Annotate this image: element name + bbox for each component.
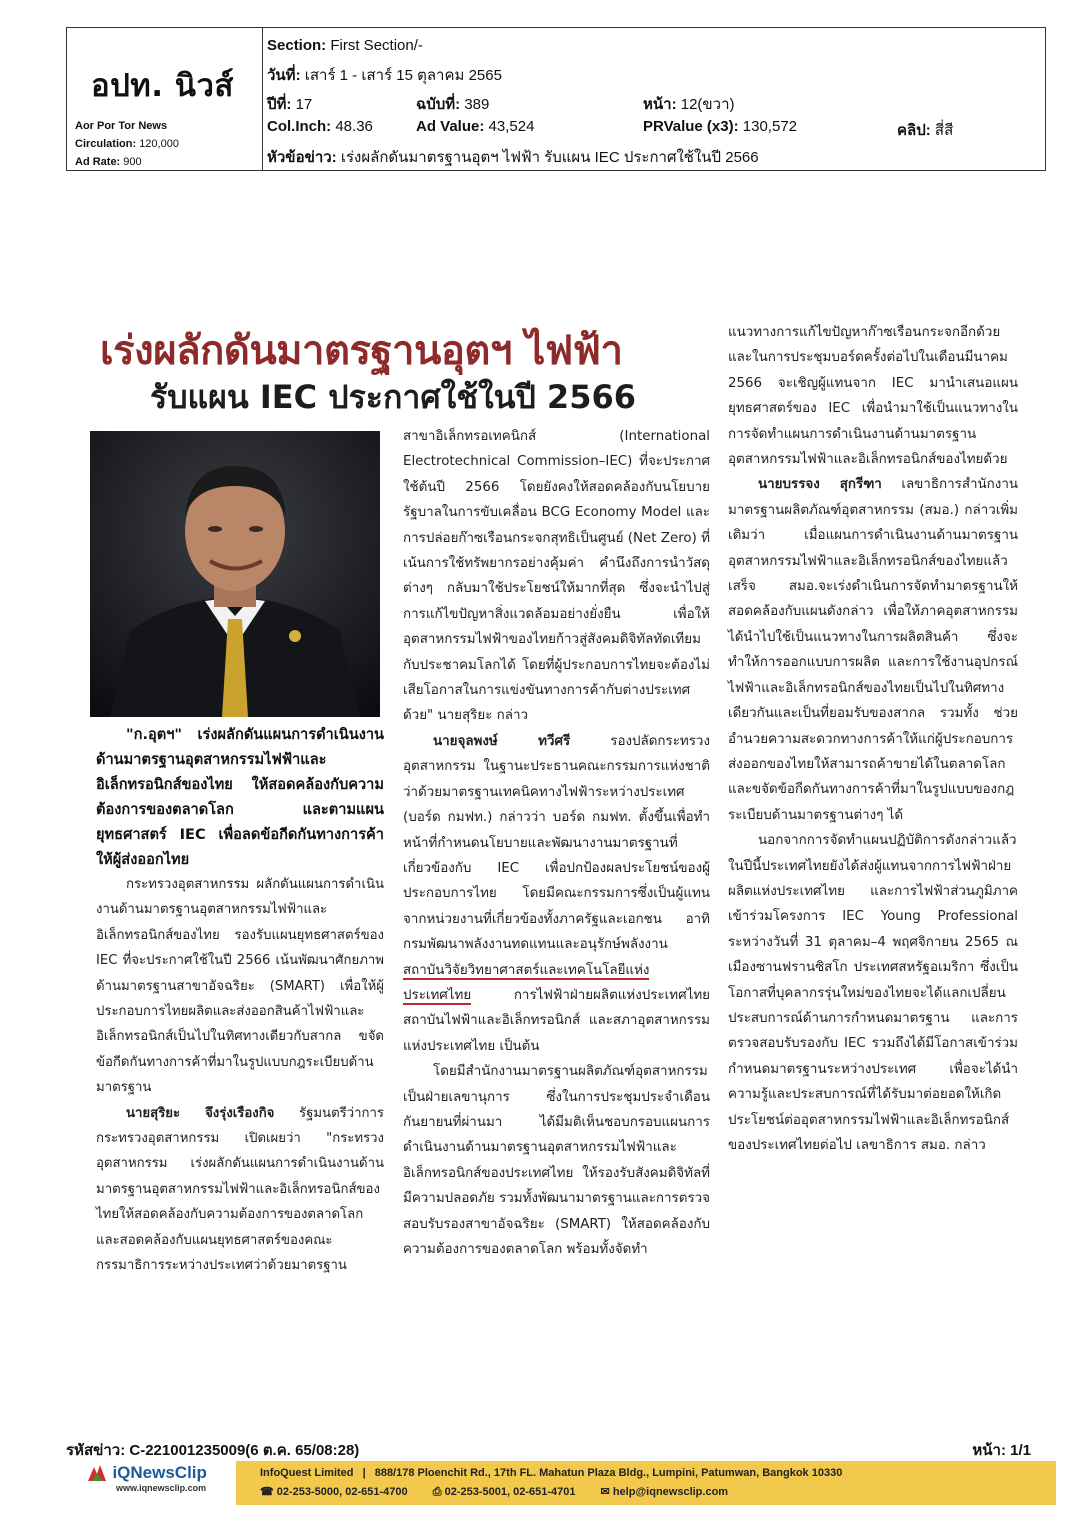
date-line (267, 63, 502, 87)
fax-icon: ⎙ (432, 1486, 442, 1498)
company-line: InfoQuest Limited | 888/178 Ploenchit Rd., 17th FL. Mahatun Plaza Bldg., Lumpini, Patumwan, Bangkok 10330 (260, 1467, 843, 1479)
ad-rate-label: Ad Rate: (75, 156, 121, 168)
clip-value: สี่สี (934, 122, 954, 139)
section-label: Section: (267, 37, 327, 54)
ad-rate (75, 156, 142, 168)
year-line (267, 92, 312, 116)
article-lead: "ก.อุตฯ" เร่งผลักดันแผนการดำเนินงานด้านมาตรฐานอุตสาหกรรมไฟฟ้าและอิเล็กทรอนิกส์ของไทย ให้สอดคล้องกับความต้องการของตลาดโลก และตามแผนยุทธศาสตร์ IEC เพื่อลดข้อกีดกันทางการค้า ให้ผู้ส่งออกไทย (96, 726, 384, 868)
year-value: 17 (295, 96, 313, 113)
issue-label: ฉบับที่: (416, 96, 461, 113)
colinch-value: 48.36 (335, 118, 373, 135)
clip-label: คลิป: (897, 122, 931, 139)
iq-flame-icon (86, 1464, 108, 1482)
minister-photo (90, 431, 380, 717)
date-label: วันที่: (267, 67, 301, 84)
headline-label: หัวข้อข่าว: (267, 149, 337, 166)
paragraph: กระทรวงอุตสาหกรรม ผลักดันแผนการดำเนินงานด้านมาตรฐานอุตสาหกรรมไฟฟ้าและอิเล็กทรอนิกส์ของไทย รองรับแผนยุทธศาสตร์ของ IEC ที่จะประกาศใช้ในปี 2566 เน้นพัฒนาศักยภาพด้านมาตรฐานสาขาอัจฉริยะ (SMART) เพื่อให้ผู้ประกอบการไทยผลิตและส่งออกสินค้าไฟฟ้าและอิเล็กทรอนิกส์เป็นไปในทิศทางเดียวกับสากล ขจัดข้อกีดกันทางการค้าที่มาในรูปแบบกฎระเบียบด้านมาตรฐาน (96, 877, 384, 1096)
paragraph: แนวทางการแก้ไขปัญหาก๊าซเรือนกระจกอีกด้วย และในการประชุมบอร์ดครั้งต่อไปในเดือนมีนาคม 2566 จะเชิญผู้แทนจาก IEC มานำเสนอแผนยุทธศาสตร์ของ IEC เพื่อนำมาใช้เป็นแนวทางในการจัดทำแผนการดำเนินงานด้านมาตรฐานอุตสาหกรรมไฟฟ้าและอิเล็กทรอนิกส์ของไทยด้วย (728, 325, 1018, 468)
date-value: เสาร์ 1 - เสาร์ 15 ตุลาคม 2565 (304, 67, 502, 84)
circulation-value: 120,000 (139, 138, 179, 150)
circulation-label: Circulation: (75, 138, 137, 150)
publication-block (67, 28, 263, 170)
article-column-2 (403, 424, 710, 1262)
headline-line (267, 145, 759, 169)
paragraph-text: เลขาธิการสำนักงานมาตรฐานผลิตภัณฑ์อุตสาหกรรม (สมอ.) กล่าวเพิ่มเติมว่า เมื่อแผนการดำเนินงานด้านมาตรฐานอุตสาหกรรมไฟฟ้าและอิเล็กทรอนิกส์ของไทยแล้วเสร็จ สมอ.จะเร่งดำเนินการจัดทำมาตรฐานให้สอดคล้องกับแผนดังกล่าว เพื่อให้ภาคอุตสาหกรรมได้นำไปใช้เป็นแนวทางในการผลิตสินค้า ซึ่งจะทำให้การออกแบบการผลิต และการใช้งานอุปกรณ์ไฟฟ้าและอิเล็กทรอนิกส์ของไทยเป็นไปในทิศทางเดียวกันและเป็นที่ยอมรับของสากล รวมทั้ง ช่วยอำนวยความสะดวกทางการค้าให้แก่ผู้ประกอบการส่งออกของไทยให้สามารถค้าขายได้ในตลาดโลก และขจัดข้อกีดกันทางการค้าที่มาในรูปแบบของกฎระเบียบด้านมาตรฐานต่างๆ ได้ (728, 477, 1018, 823)
article-column-3 (728, 320, 1018, 1158)
article-subtitle: รับแผน IEC ประกาศใช้ในปี 2566 (150, 378, 636, 416)
news-code-label: รหัสข่าว: (66, 1442, 126, 1459)
prvalue-label: PRValue (x3): (643, 118, 739, 135)
person-name: นายจุลพงษ์ ทวีศรี (433, 733, 571, 749)
section-value: First Section/- (330, 37, 423, 54)
advalue-label: Ad Value: (416, 118, 485, 135)
clipping-footer (66, 1438, 1041, 1462)
contact-band (236, 1461, 1056, 1505)
contact-line (260, 1485, 728, 1499)
publication-name: Aor Por Tor News (75, 120, 168, 132)
clipping-metadata (267, 28, 1045, 170)
year-label: ปีที่: (267, 96, 292, 113)
clip-line (897, 118, 953, 142)
article-column-1 (96, 722, 384, 1279)
email-address[interactable]: help@iqnewsclip.com (612, 1486, 729, 1498)
paragraph: นอกจากการจัดทำแผนปฏิบัติการดังกล่าวแล้ว ในปีนี้ประเทศไทยยังได้ส่งผู้แทนจากการไฟฟ้าฝ่ายผลิตแห่งประเทศไทย และการไฟฟ้าส่วนภูมิภาค เข้าร่วมโครงการ IEC Young Professional ระหว่างวันที่ 31 ตุลาคม–4 พฤศจิกายน 2565 ณ เมืองซานฟรานซิสโก ประเทศสหรัฐอเมริกา ซึ่งเป็นโอกาสที่บุคลากรรุ่นใหม่ของไทยจะได้แลกเปลี่ยนประสบการณ์ด้านการกำหนดมาตรฐาน และการตรวจสอบรับรองกับ IEC รวมถึงได้มีโอกาสเข้าร่วมกำหนดมาตรฐานระหว่างประเทศ เพื่อจะได้นำความรู้และประสบการณ์ที่ได้รับมาต่อยอดให้เกิดประโยชน์ต่ออุตสาหกรรมไฟฟ้าและอิเล็กทรอนิกส์ของประเทศไทยต่อไป เลขาธิการ สมอ. กล่าว (728, 833, 1018, 1153)
fax-numbers: 02-253-5001, 02-651-4701 (444, 1486, 576, 1498)
person-name: นายบรรจง สุกรีฑา (758, 477, 882, 493)
page-count-label: หน้า: (972, 1442, 1006, 1459)
paragraph (403, 729, 710, 1059)
portrait-illustration (90, 431, 380, 717)
prvalue-value: 130,572 (742, 118, 798, 135)
phone-icon: ☎ (260, 1486, 274, 1498)
mail-icon: ✉ (600, 1486, 610, 1498)
issue-value: 389 (464, 96, 490, 113)
paragraph: โดยมีสำนักงานมาตรฐานผลิตภัณฑ์อุตสาหกรรม เป็นฝ่ายเลขานุการ ซึ่งในการประชุมประจำเดือนกันยายนที่ผ่านมา ได้มีมติเห็นชอบกรอบแผนการดำเนินงานด้านมาตรฐานอุตสาหกรรมไฟฟ้าและอิเล็กทรอนิกส์ของประเทศไทย ให้รองรับสังคมดิจิทัลที่มีความปลอดภัย รวมทั้งพัฒนามาตรฐานและการตรวจสอบรับรองสาขาอัจฉริยะ (SMART) ให้สอดคล้องกับความต้องการของตลาดโลก พร้อมทั้งจัดทำ (403, 1064, 710, 1257)
page-count-value: 1/1 (1010, 1442, 1031, 1459)
ad-rate-value: 900 (123, 156, 142, 168)
section-line (267, 37, 423, 54)
advalue-value: 43,524 (488, 118, 535, 135)
brand-name: iQNewsClip (112, 1463, 207, 1482)
news-code: C-221001235009(6 ต.ค. 65/08:28) (129, 1442, 360, 1459)
page-value: 12(ขวา) (680, 96, 735, 113)
clipping-header (66, 27, 1046, 171)
phone-numbers: 02-253-5000, 02-651-4700 (276, 1486, 408, 1498)
colinch-line (267, 118, 373, 135)
article-title: เร่งผลักดันมาตรฐานอุตฯ ไฟฟ้า (100, 328, 623, 374)
paragraph (96, 1101, 384, 1279)
headline-value: เร่งผลักดันมาตรฐานอุตฯ ไฟฟ้า รับแผน IEC ประกาศใช้ในปี 2566 (340, 149, 759, 166)
company-name: InfoQuest Limited (260, 1467, 354, 1479)
iqnewsclip-logo (86, 1463, 207, 1493)
underlined-organization: สถาบันวิจัยวิทยาศาสตร์และเทคโนโลยีแห่งประเทศไทย (403, 962, 650, 1003)
page-label: หน้า: (643, 96, 677, 113)
company-address: 888/178 Ploenchit Rd., 17th FL. Mahatun Plaza Bldg., Lumpini, Patumwan, Bangkok 10330 (374, 1467, 843, 1479)
paragraph (728, 472, 1018, 828)
colinch-label: Col.Inch: (267, 118, 332, 135)
issue-line (416, 92, 489, 116)
paragraph-text: รองปลัดกระทรวงอุตสาหกรรม ในฐานะประธานคณะกรรมการแห่งชาติว่าด้วยมาตรฐานเทคนิคทางไฟฟ้าระหว่างประเทศ (บอร์ด กมฟท.) กล่าวว่า บอร์ด กมฟท. ตั้งขึ้นเพื่อทำหน้าที่กำหนดนโยบายและพัฒนางานมาตรฐานที่เกี่ยวข้องกับ IEC เพื่อปกป้องผลประโยชน์ของผู้ประกอบการไทย โดยมีคณะกรรมการซึ่งเป็นผู้แทนจากหน่วยงานที่เกี่ยวข้องทั้งภาครัฐและเอกชน อาทิ กรมพัฒนาพลังงานทดแทนและอนุรักษ์พลังงาน (403, 733, 710, 953)
page-line (643, 92, 735, 116)
prvalue-line (643, 118, 797, 135)
page-count (972, 1438, 1031, 1462)
paragraph-text: การไฟฟ้าฝ่ายผลิตแห่งประเทศไทย สถาบันไฟฟ้าและอิเล็กทรอนิกส์ และสภาอุตสาหกรรมแห่งประเทศไทย เป็นต้น (403, 987, 710, 1054)
person-name: นายสุริยะ จึงรุ่งเรืองกิจ (126, 1105, 275, 1121)
brand-url[interactable]: www.iqnewsclip.com (116, 1483, 207, 1493)
circulation (75, 138, 179, 150)
paragraph: สาขาอิเล็กทรอเทคนิกส์ (International Electrotechnical Commission–IEC) ที่จะประกาศใช้ต้นปี 2566 โดยยังคงให้สอดคล้องกับนโยบายรัฐบาลในการขับเคลื่อน BCG Economy Model และการปล่อยก๊าซเรือนกระจกสุทธิเป็นศูนย์ (Net Zero) ที่เน้นการใช้ทรัพยากรอย่างคุ้มค่า คำนึงถึงการนำวัสดุต่างๆ กลับมาใช้ประโยชน์ให้มากที่สุด ซึ่งจะนำไปสู่การแก้ไขปัญหาสิ่งแวดล้อมอย่างยั่งยืน เพื่อให้อุตสาหกรรมไฟฟ้าของไทยก้าวสู่สังคมดิจิทัลทัดเทียมกับประชาคมโลกได้ โดยที่ผู้ประกอบการไทยจะต้องไม่เสียโอกาสในการแข่งขันทางการค้ากับต่างประเทศด้วย" นายสุริยะ กล่าว (403, 429, 710, 724)
advalue-line (416, 118, 534, 135)
paragraph-text: รัฐมนตรีว่าการกระทรวงอุตสาหกรรม เปิดเผยว่า "กระทรวงอุตสาหกรรม เร่งผลักดันแผนการดำเนินงานด้านมาตรฐานอุตสาหกรรมไฟฟ้าและอิเล็กทรอนิกส์ของไทยให้สอดคล้องกับความต้องการของตลาดโลก และสอดคล้องกับแผนยุทธศาสตร์ของคณะกรรมาธิการระหว่างประเทศว่าด้วยมาตรฐาน (96, 1105, 384, 1274)
publication-logo: อปท. นิวส์ (91, 68, 234, 104)
